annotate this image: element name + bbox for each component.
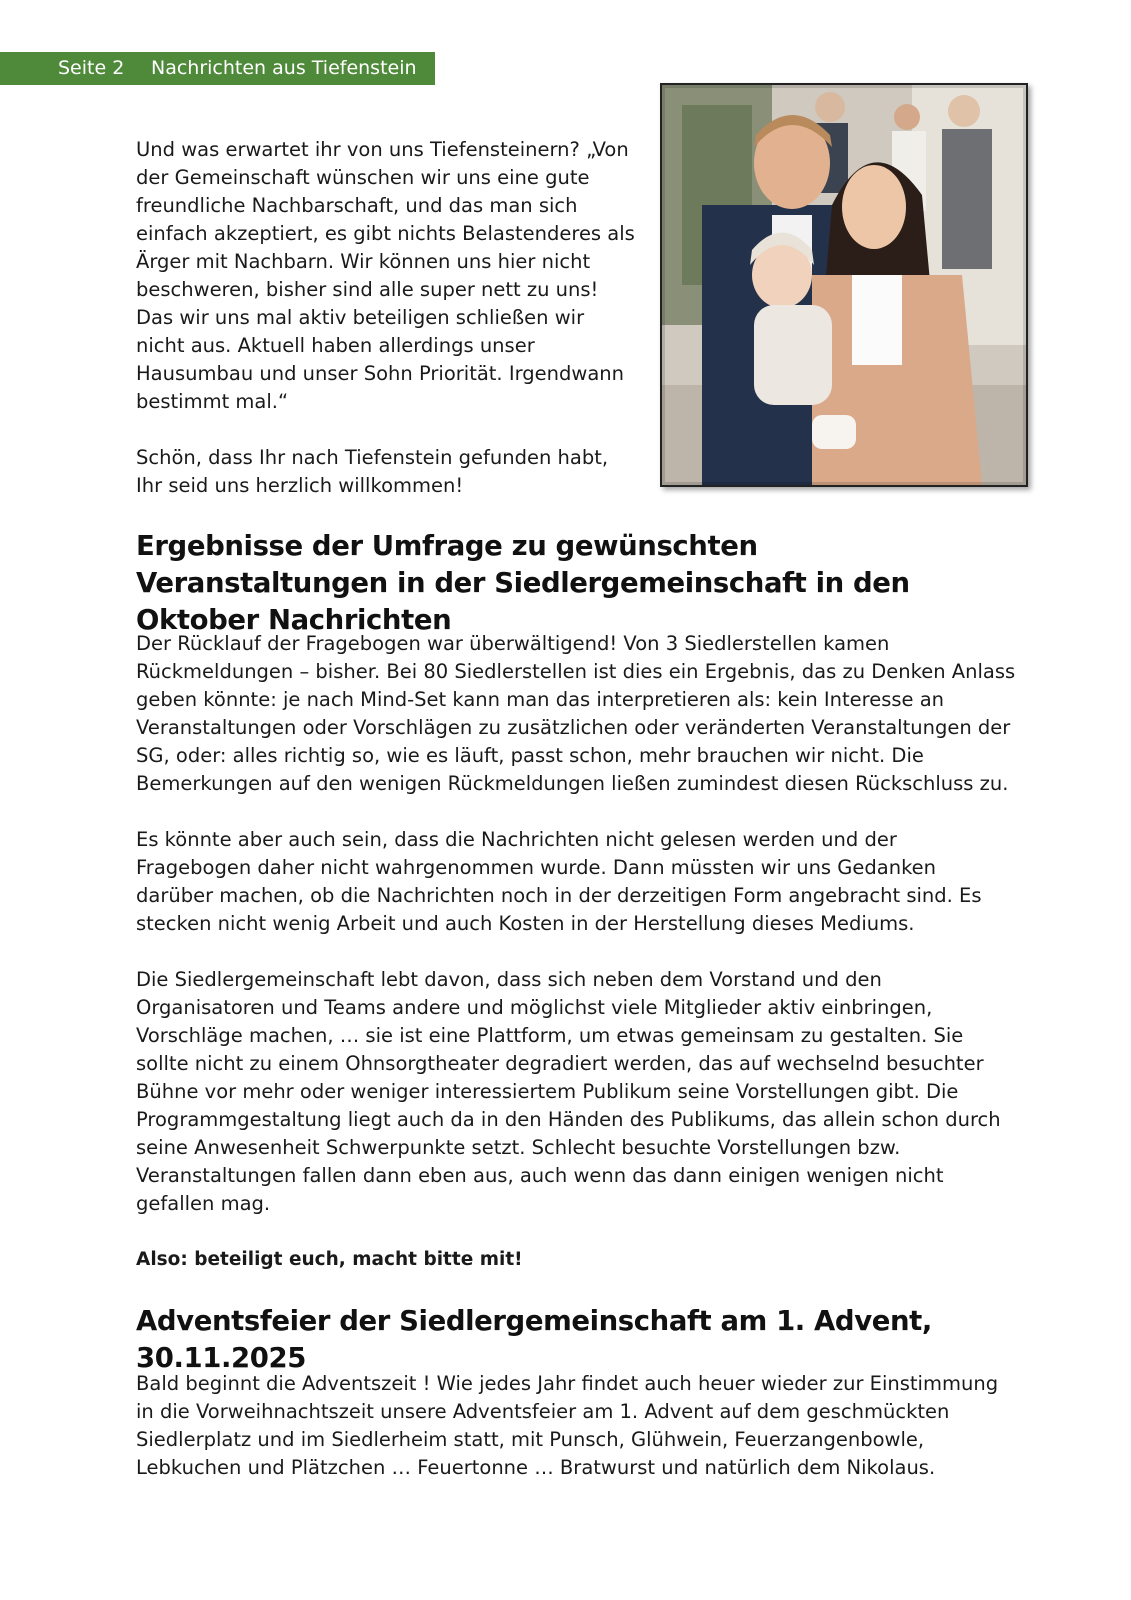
intro-paragraph-welcome: Schön, dass Ihr nach Tiefenstein gefunden habt, Ihr seid uns herzlich willkommen! (136, 446, 609, 497)
survey-paragraph-3: Die Siedlergemeinschaft lebt davon, dass sich neben dem Vorstand und den Organisatoren und Teams andere und möglichst viele Mitglieder aktiv einbringen, Vorschläge machen, … sie ist eine Plattform, um etwas gemeinsam zu gestalten. Sie sollte nicht zu einem Ohnsorgtheater degradiert werden, das auf wechselnd besuchter Bühne vor mehr oder weniger interessiertem Publikum seine Vorstellungen gibt. Die Programmgestaltung liegt auch da in den Händen des Publikums, das allein schon durch seine Anwesenheit Schwerpunkte setzt. Schlecht besuchte Vorstellungen bzw. Veranstaltungen fallen dann eben aus, auch wenn das dann einigen wenigen nicht gefallen mag. (136, 968, 1001, 1215)
page-number: Seite 2 (58, 57, 125, 79)
survey-text (136, 630, 1016, 1302)
advent-text (136, 1370, 1016, 1482)
intro-paragraph-quote: Und was erwartet ihr von uns Tiefensteinern? „Von der Gemeinschaft wünschen wir uns eine gute freundliche Nachbarschaft, und das man sich einfach akzeptiert, es gibt nichts Belastenderes als Ärger mit Nachbarn. Wir können uns hier nicht beschweren, bisher sind alle super nett zu uns! Das wir uns mal aktiv beteiligen schließen wir nicht aus. Aktuell haben allerdings unser Hausumbau und unser Sohn Priorität. Irgendwann bestimmt mal.“ (136, 138, 635, 413)
survey-heading: Ergebnisse der Umfrage zu gewünschten Veranstaltungen in der Siedlergemeinschaft in den Oktober Nachrichten (136, 530, 910, 636)
advent-paragraph: Bald beginnt die Adventszeit ! Wie jedes Jahr findet auch heuer wieder zur Einstimmung in die Vorweihnachtszeit unsere Adventsfeier am 1. Advent auf dem geschmückten Siedlerplatz und im Siedlerheim statt, mit Punsch, Glühwein, Feuerzangenbowle, Lebkuchen und Plätzchen … Feuertonne … Bratwurst und natürlich dem Nikolaus. (136, 1372, 999, 1479)
newsletter-title: Nachrichten aus Tiefenstein (151, 57, 417, 79)
family-photo-icon (662, 85, 1026, 485)
survey-paragraph-2: Es könnte aber auch sein, dass die Nachrichten nicht gelesen werden und der Fragebogen daher nicht wahrgenommen wurde. Dann müssten wir uns Gedanken darüber machen, ob die Nachrichten noch in der derzeitigen Form angebracht sind. Es stecken nicht wenig Arbeit und auch Kosten in der Herstellung dieses Mediums. (136, 828, 982, 935)
family-photo (660, 83, 1028, 487)
survey-paragraph-1: Der Rücklauf der Fragebogen war überwältigend! Von 3 Siedlerstellen kamen Rückmeldungen – bisher. Bei 80 Siedlerstellen ist dies ein Ergebnis, das zu Denken Anlass geben könnte: je nach Mind-Set kann man das interpretieren als: kein Interesse an Veranstaltungen oder Vorschlägen zu zusätzlichen oder veränderten Veranstaltungen der SG, oder: alles richtig so, wie es läuft, passt schon, mehr brauchen wir nicht. Die Bemerkungen auf den wenigen Rückmeldungen ließen zumindest diesen Rückschluss zu. (136, 632, 1016, 795)
page-header-bar (0, 52, 435, 85)
intro-text (136, 136, 636, 528)
survey-call-to-action: Also: beteiligt euch, macht bitte mit! (136, 1249, 523, 1270)
advent-heading: Adventsfeier der Siedlergemeinschaft am 1. Advent, 30.11.2025 (136, 1305, 932, 1374)
